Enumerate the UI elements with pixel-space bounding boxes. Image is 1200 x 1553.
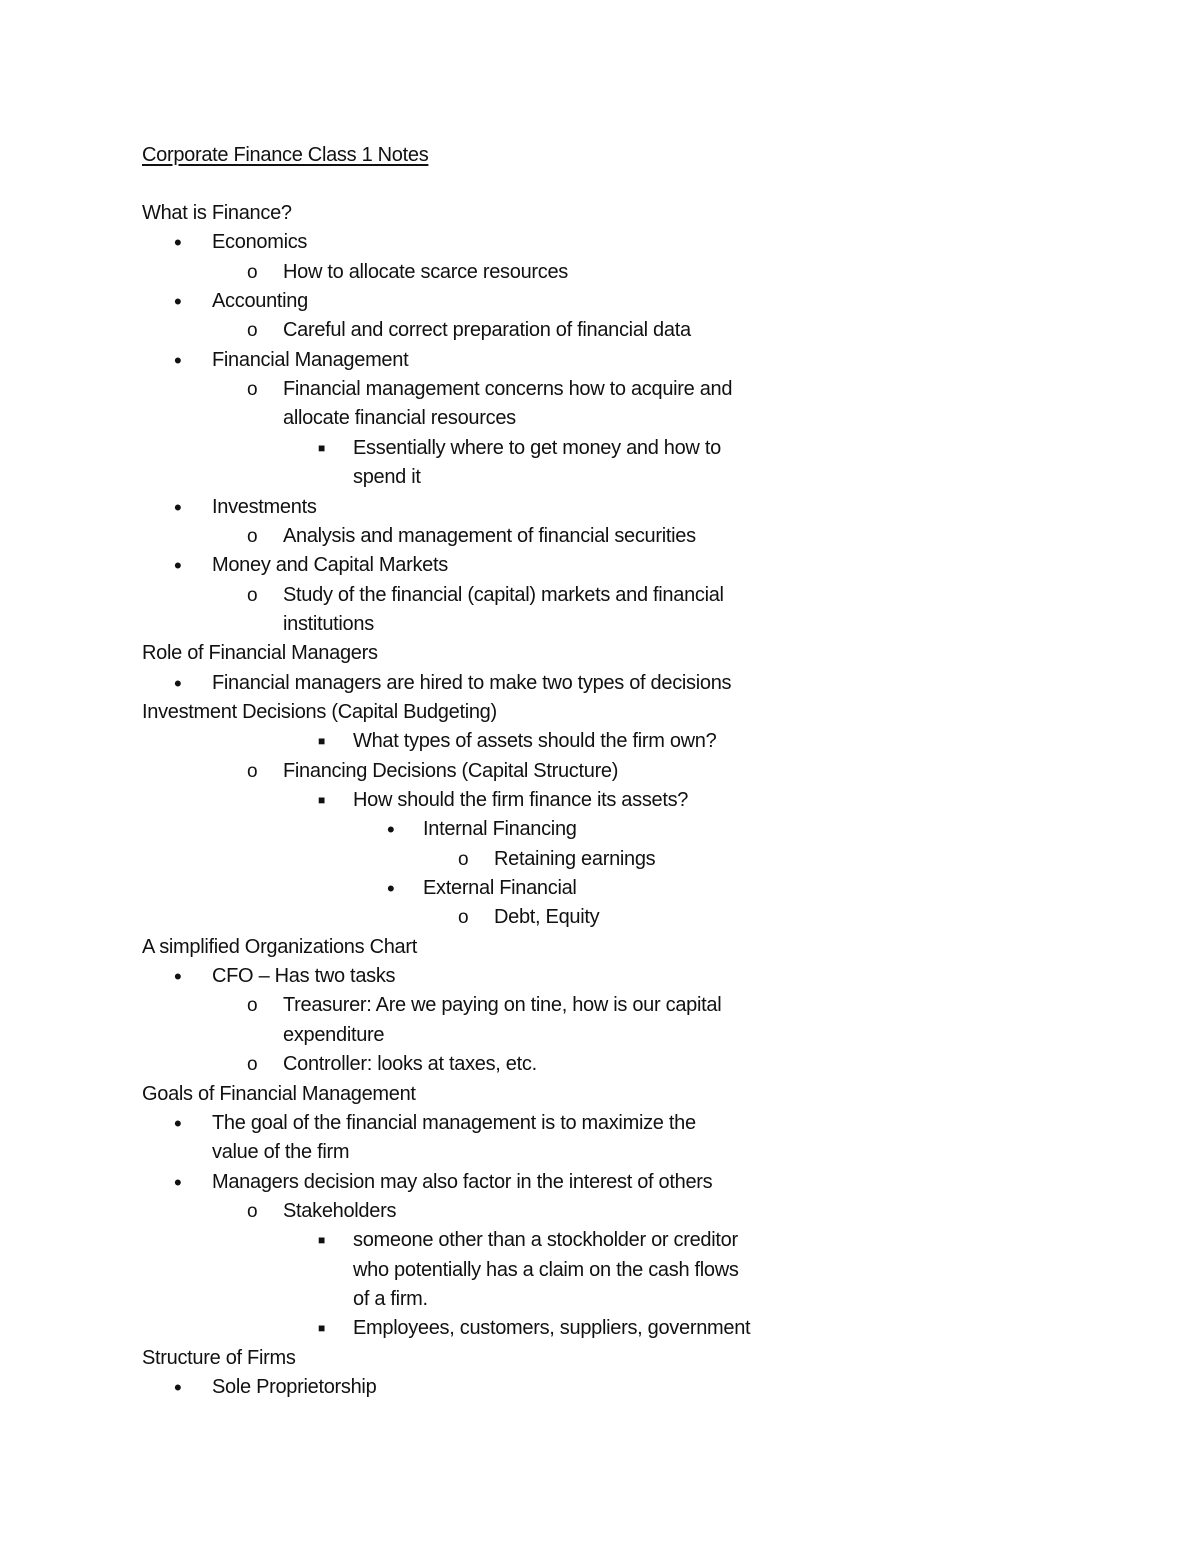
list-item-text: Debt, Equity [494, 906, 600, 928]
list-item-text: value of the firm [212, 1141, 350, 1163]
bullet-marker-icon: • [174, 1375, 182, 1400]
list-item-text: Stakeholders [283, 1200, 397, 1222]
list-item-text: Investments [212, 496, 317, 518]
circle-marker-icon: o [247, 761, 258, 782]
circle-marker-icon: o [247, 526, 258, 547]
list-item-text: The goal of the financial management is to maximize the [212, 1112, 696, 1134]
list-item-text: Sole Proprietorship [212, 1376, 377, 1398]
square-marker-icon: ■ [318, 1233, 325, 1247]
list-item-text: A simplified Organizations Chart [142, 936, 417, 958]
list-item-text: institutions [283, 613, 374, 635]
bullet-marker-icon: • [174, 671, 182, 696]
circle-marker-icon: o [247, 320, 258, 341]
list-item-text: Investment Decisions (Capital Budgeting) [142, 701, 497, 723]
list-item-text: Internal Financing [423, 818, 577, 840]
bullet-marker-icon: • [174, 1170, 182, 1195]
list-item-text: Analysis and management of financial securities [283, 525, 696, 547]
list-item-text: Goals of Financial Management [142, 1083, 416, 1105]
list-item-text: Financial management concerns how to acquire and [283, 378, 733, 400]
list-item-text: Money and Capital Markets [212, 554, 448, 576]
list-item-text: What types of assets should the firm own? [353, 730, 717, 752]
circle-marker-icon: o [247, 1201, 258, 1222]
list-item-text: CFO – Has two tasks [212, 965, 396, 987]
list-item-text: What is Finance? [142, 202, 292, 224]
list-item-text: Study of the financial (capital) markets and financial [283, 584, 724, 606]
bullet-marker-icon: • [174, 553, 182, 578]
list-item-text: Structure of Firms [142, 1347, 296, 1369]
list-item-text: Careful and correct preparation of financial data [283, 319, 691, 341]
circle-marker-icon: o [458, 907, 469, 928]
bullet-marker-icon: • [174, 1111, 182, 1136]
page-title: Corporate Finance Class 1 Notes [142, 144, 429, 166]
bullet-marker-icon: • [387, 817, 395, 842]
list-item-text: someone other than a stockholder or creditor [353, 1229, 738, 1251]
list-item-text: who potentially has a claim on the cash flows [353, 1259, 739, 1281]
list-item-text: Controller: looks at taxes, etc. [283, 1053, 537, 1075]
bullet-marker-icon: • [387, 876, 395, 901]
list-item-text: of a firm. [353, 1288, 428, 1310]
list-item-text: Financial managers are hired to make two types of decisions [212, 672, 732, 694]
list-item-text: allocate financial resources [283, 407, 516, 429]
bullet-marker-icon: • [174, 348, 182, 373]
list-item-text: External Financial [423, 877, 577, 899]
circle-marker-icon: o [247, 585, 258, 606]
list-item-text: Retaining earnings [494, 848, 656, 870]
list-item-text: expenditure [283, 1024, 385, 1046]
list-item-text: How should the firm finance its assets? [353, 789, 689, 811]
list-item-text: Role of Financial Managers [142, 642, 378, 664]
square-marker-icon: ■ [318, 1321, 325, 1335]
circle-marker-icon: o [247, 995, 258, 1016]
square-marker-icon: ■ [318, 793, 325, 807]
list-item-text: Financing Decisions (Capital Structure) [283, 760, 619, 782]
circle-marker-icon: o [458, 849, 469, 870]
bullet-marker-icon: • [174, 289, 182, 314]
list-item-text: Accounting [212, 290, 308, 312]
square-marker-icon: ■ [318, 734, 325, 748]
circle-marker-icon: o [247, 1054, 258, 1075]
circle-marker-icon: o [247, 379, 258, 400]
bullet-marker-icon: • [174, 964, 182, 989]
list-item-text: How to allocate scarce resources [283, 261, 568, 283]
list-item-text: Economics [212, 231, 308, 253]
list-item-text: spend it [353, 466, 421, 488]
list-item-text: Essentially where to get money and how to [353, 437, 721, 459]
bullet-marker-icon: • [174, 495, 182, 520]
circle-marker-icon: o [247, 262, 258, 283]
list-item-text: Treasurer: Are we paying on tine, how is our capital [283, 994, 722, 1016]
list-item-text: Employees, customers, suppliers, government [353, 1317, 751, 1339]
square-marker-icon: ■ [318, 441, 325, 455]
bullet-marker-icon: • [174, 230, 182, 255]
list-item-text: Managers decision may also factor in the interest of others [212, 1171, 713, 1193]
list-item-text: Financial Management [212, 349, 409, 371]
